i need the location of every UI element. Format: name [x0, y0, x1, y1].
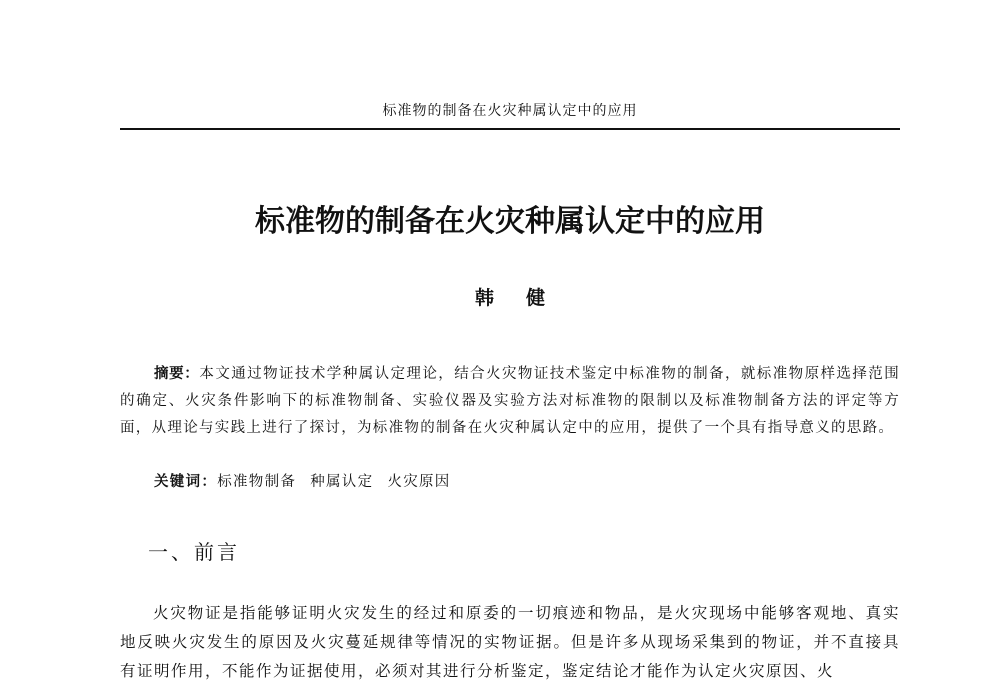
abstract — [120, 360, 900, 442]
abstract-label: 摘要： — [154, 365, 200, 382]
header-rule — [120, 128, 900, 130]
keywords — [154, 468, 900, 496]
body-paragraph: 火灾物证是指能够证明火灾发生的经过和原委的一切痕迹和物品，是火灾现场中能够客观地、真实地反映火灾发生的原因及火灾蔓延规律等情况的实物证据。但是许多从现场采集到的物证，并不直接具有证明作用，不能作为证据使用，必须对其进行分析鉴定，鉴定结论才能作为认定火灾原因、火 — [120, 604, 900, 680]
keyword: 种属认定 — [310, 474, 374, 490]
running-header: 标准物的制备在火灾种属认定中的应用 — [382, 103, 638, 119]
paper-title: 标准物的制备在火灾种属认定中的应用 — [255, 204, 765, 239]
section-heading: 一、前言 — [148, 540, 240, 564]
keyword: 标准物制备 — [217, 474, 297, 490]
author-name: 韩健 — [474, 287, 577, 309]
abstract-text: 本文通过物证技术学种属认定理论，结合火灾物证技术鉴定中标准物的制备，就标准物原样选择范围的确定、火灾条件影响下的标准物制备、实验仪器及实验方法对标准物的限制以及标准物制备方法的评定等方面，从理论与实践上进行了探讨，为标准物的制备在火灾种属认定中的应用，提供了一个具有指导意义的思路。 — [120, 366, 901, 436]
keyword: 火灾原因 — [387, 474, 451, 490]
keywords-label: 关键词： — [154, 473, 218, 490]
